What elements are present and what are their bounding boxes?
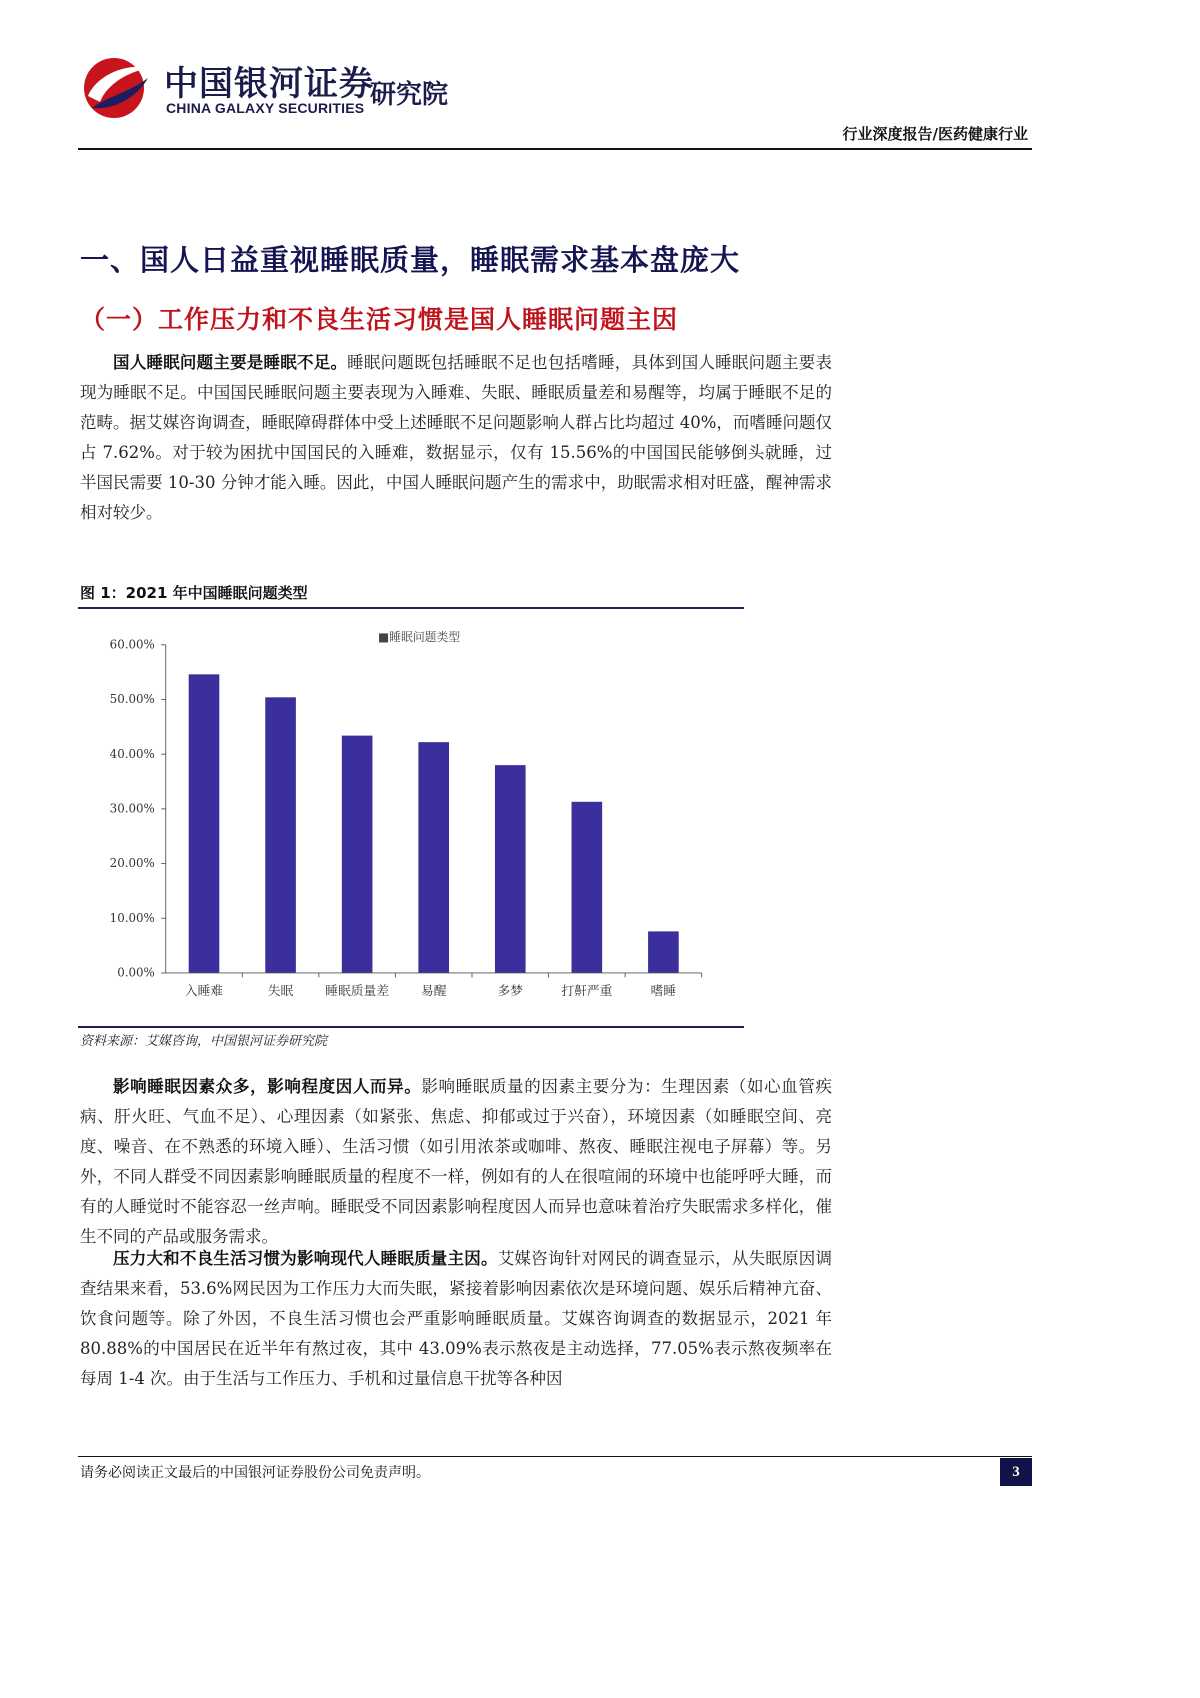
institute-label: 研究院 xyxy=(370,80,449,110)
paragraph-lead: 影响睡眠因素众多，影响程度因人而异。 xyxy=(113,1077,422,1096)
x-tick-label: 易醒 xyxy=(420,983,447,999)
galaxy-logo-icon xyxy=(78,52,158,122)
x-tick-label: 打鼾严重 xyxy=(561,983,613,999)
x-tick-label: 入睡难 xyxy=(184,983,224,999)
y-tick-label: 20.00% xyxy=(109,856,155,871)
bar-6 xyxy=(572,802,603,973)
header-divider xyxy=(78,148,1032,150)
bar-7 xyxy=(648,931,679,973)
y-tick-label: 40.00% xyxy=(109,746,155,761)
paragraph-1 xyxy=(80,348,832,528)
paragraph-lead: 压力大和不良生活习惯为影响现代人睡眠质量主因。 xyxy=(113,1249,498,1268)
figure-divider-top xyxy=(78,607,744,609)
figure-divider-bottom xyxy=(78,1026,744,1028)
section-title: 一、国人日益重视睡眠质量，睡眠需求基本盘庞大 xyxy=(80,243,741,277)
paragraph-body: 睡眠问题既包括睡眠不足也包括嗜睡，具体到国人睡眠问题主要表现为睡眠不足。中国国民睡眠问题主要表现为入睡难、失眠、睡眠质量差和易醒等，均属于睡眠不足的范畴。据艾媒咨询调查，睡眠障碍群体中受上述睡眠不足问题影响人群占比均超过 40%，而嗜睡问题仅占 7.62%。对于较为困扰中国国民的入睡难，数据显示，仅有 15.56%的中国国民能够倒头就睡，过半国民需要 10-30 分钟才能入睡。因此，中国人睡眠问题产生的需求中，助眠需求相对旺盛，醒神需求相对较少。 xyxy=(80,353,833,522)
bar-4 xyxy=(418,742,449,973)
paragraph-2 xyxy=(80,1072,832,1252)
x-tick-label: 嗜睡 xyxy=(650,983,677,999)
y-axis xyxy=(110,637,166,979)
y-tick-label: 10.00% xyxy=(109,910,155,925)
figure-source: 资料来源：艾媒咨询，中国银河证券研究院 xyxy=(80,1034,328,1049)
page-number: 3 xyxy=(1000,1458,1032,1486)
paragraph-3 xyxy=(80,1244,832,1394)
bar-5 xyxy=(495,765,526,973)
bar-3 xyxy=(342,736,373,973)
disclaimer: 请务必阅读正文最后的中国银河证券股份公司免责声明。 xyxy=(80,1465,430,1481)
bar-1 xyxy=(189,674,220,973)
paragraph-lead: 国人睡眠问题主要是睡眠不足。 xyxy=(113,353,348,372)
x-axis xyxy=(166,973,702,999)
company-name-en: CHINA GALAXY SECURITIES xyxy=(166,100,365,116)
bar-chart xyxy=(70,612,750,1024)
figure-title: 图 1：2021 年中国睡眠问题类型 xyxy=(80,584,308,602)
x-tick-label: 睡眠质量差 xyxy=(325,983,390,999)
company-name-cn: 中国银河证券 xyxy=(164,64,374,104)
paragraph-body: 艾媒咨询针对网民的调查显示，从失眠原因调查结果来看，53.6%网民因为工作压力大而失眠，紧接着影响因素依次是环境问题、娱乐后精神亢奋、饮食问题等。除了外因，不良生活习惯也会严重影响睡眠质量。艾媒咨询调查的数据显示，2021 年 80.88%的中国居民在近半年有熬过夜，其中 43.09%表示熬夜是主动选择，77.05%表示熬夜频率在每周 1-4 次。由于生活与工作压力、手机和过量信息干扰等各种因 xyxy=(80,1249,833,1388)
x-tick-label: 失眠 xyxy=(267,983,294,999)
y-tick-label: 60.00% xyxy=(109,637,155,652)
x-tick-label: 多梦 xyxy=(497,983,524,999)
chart-legend: ■睡眠问题类型 xyxy=(378,630,461,645)
y-tick-label: 0.00% xyxy=(117,965,155,980)
y-tick-label: 30.00% xyxy=(109,801,155,816)
bar-2 xyxy=(265,697,296,973)
report-type: 行业深度报告/医药健康行业 xyxy=(842,125,1028,143)
bars xyxy=(189,674,679,973)
y-tick-label: 50.00% xyxy=(109,692,155,707)
subsection-title: （一）工作压力和不良生活习惯是国人睡眠问题主因 xyxy=(80,305,679,334)
company-logo xyxy=(78,52,498,122)
paragraph-body: 影响睡眠质量的因素主要分为：生理因素（如心血管疾病、肝火旺、气血不足）、心理因素（如紧张、焦虑、抑郁或过于兴奋），环境因素（如睡眠空间、亮度、噪音、在不熟悉的环境入睡）、生活习惯（如引用浓茶或咖啡、熬夜、睡眠注视电子屏幕）等。另外，不同人群受不同因素影响睡眠质量的程度不一样，例如有的人在很喧闹的环境中也能呼呼大睡，而有的人睡觉时不能容忍一丝声响。睡眠受不同因素影响程度因人而异也意味着治疗失眠需求多样化，催生不同的产品或服务需求。 xyxy=(80,1077,833,1246)
footer-divider xyxy=(78,1456,1032,1457)
